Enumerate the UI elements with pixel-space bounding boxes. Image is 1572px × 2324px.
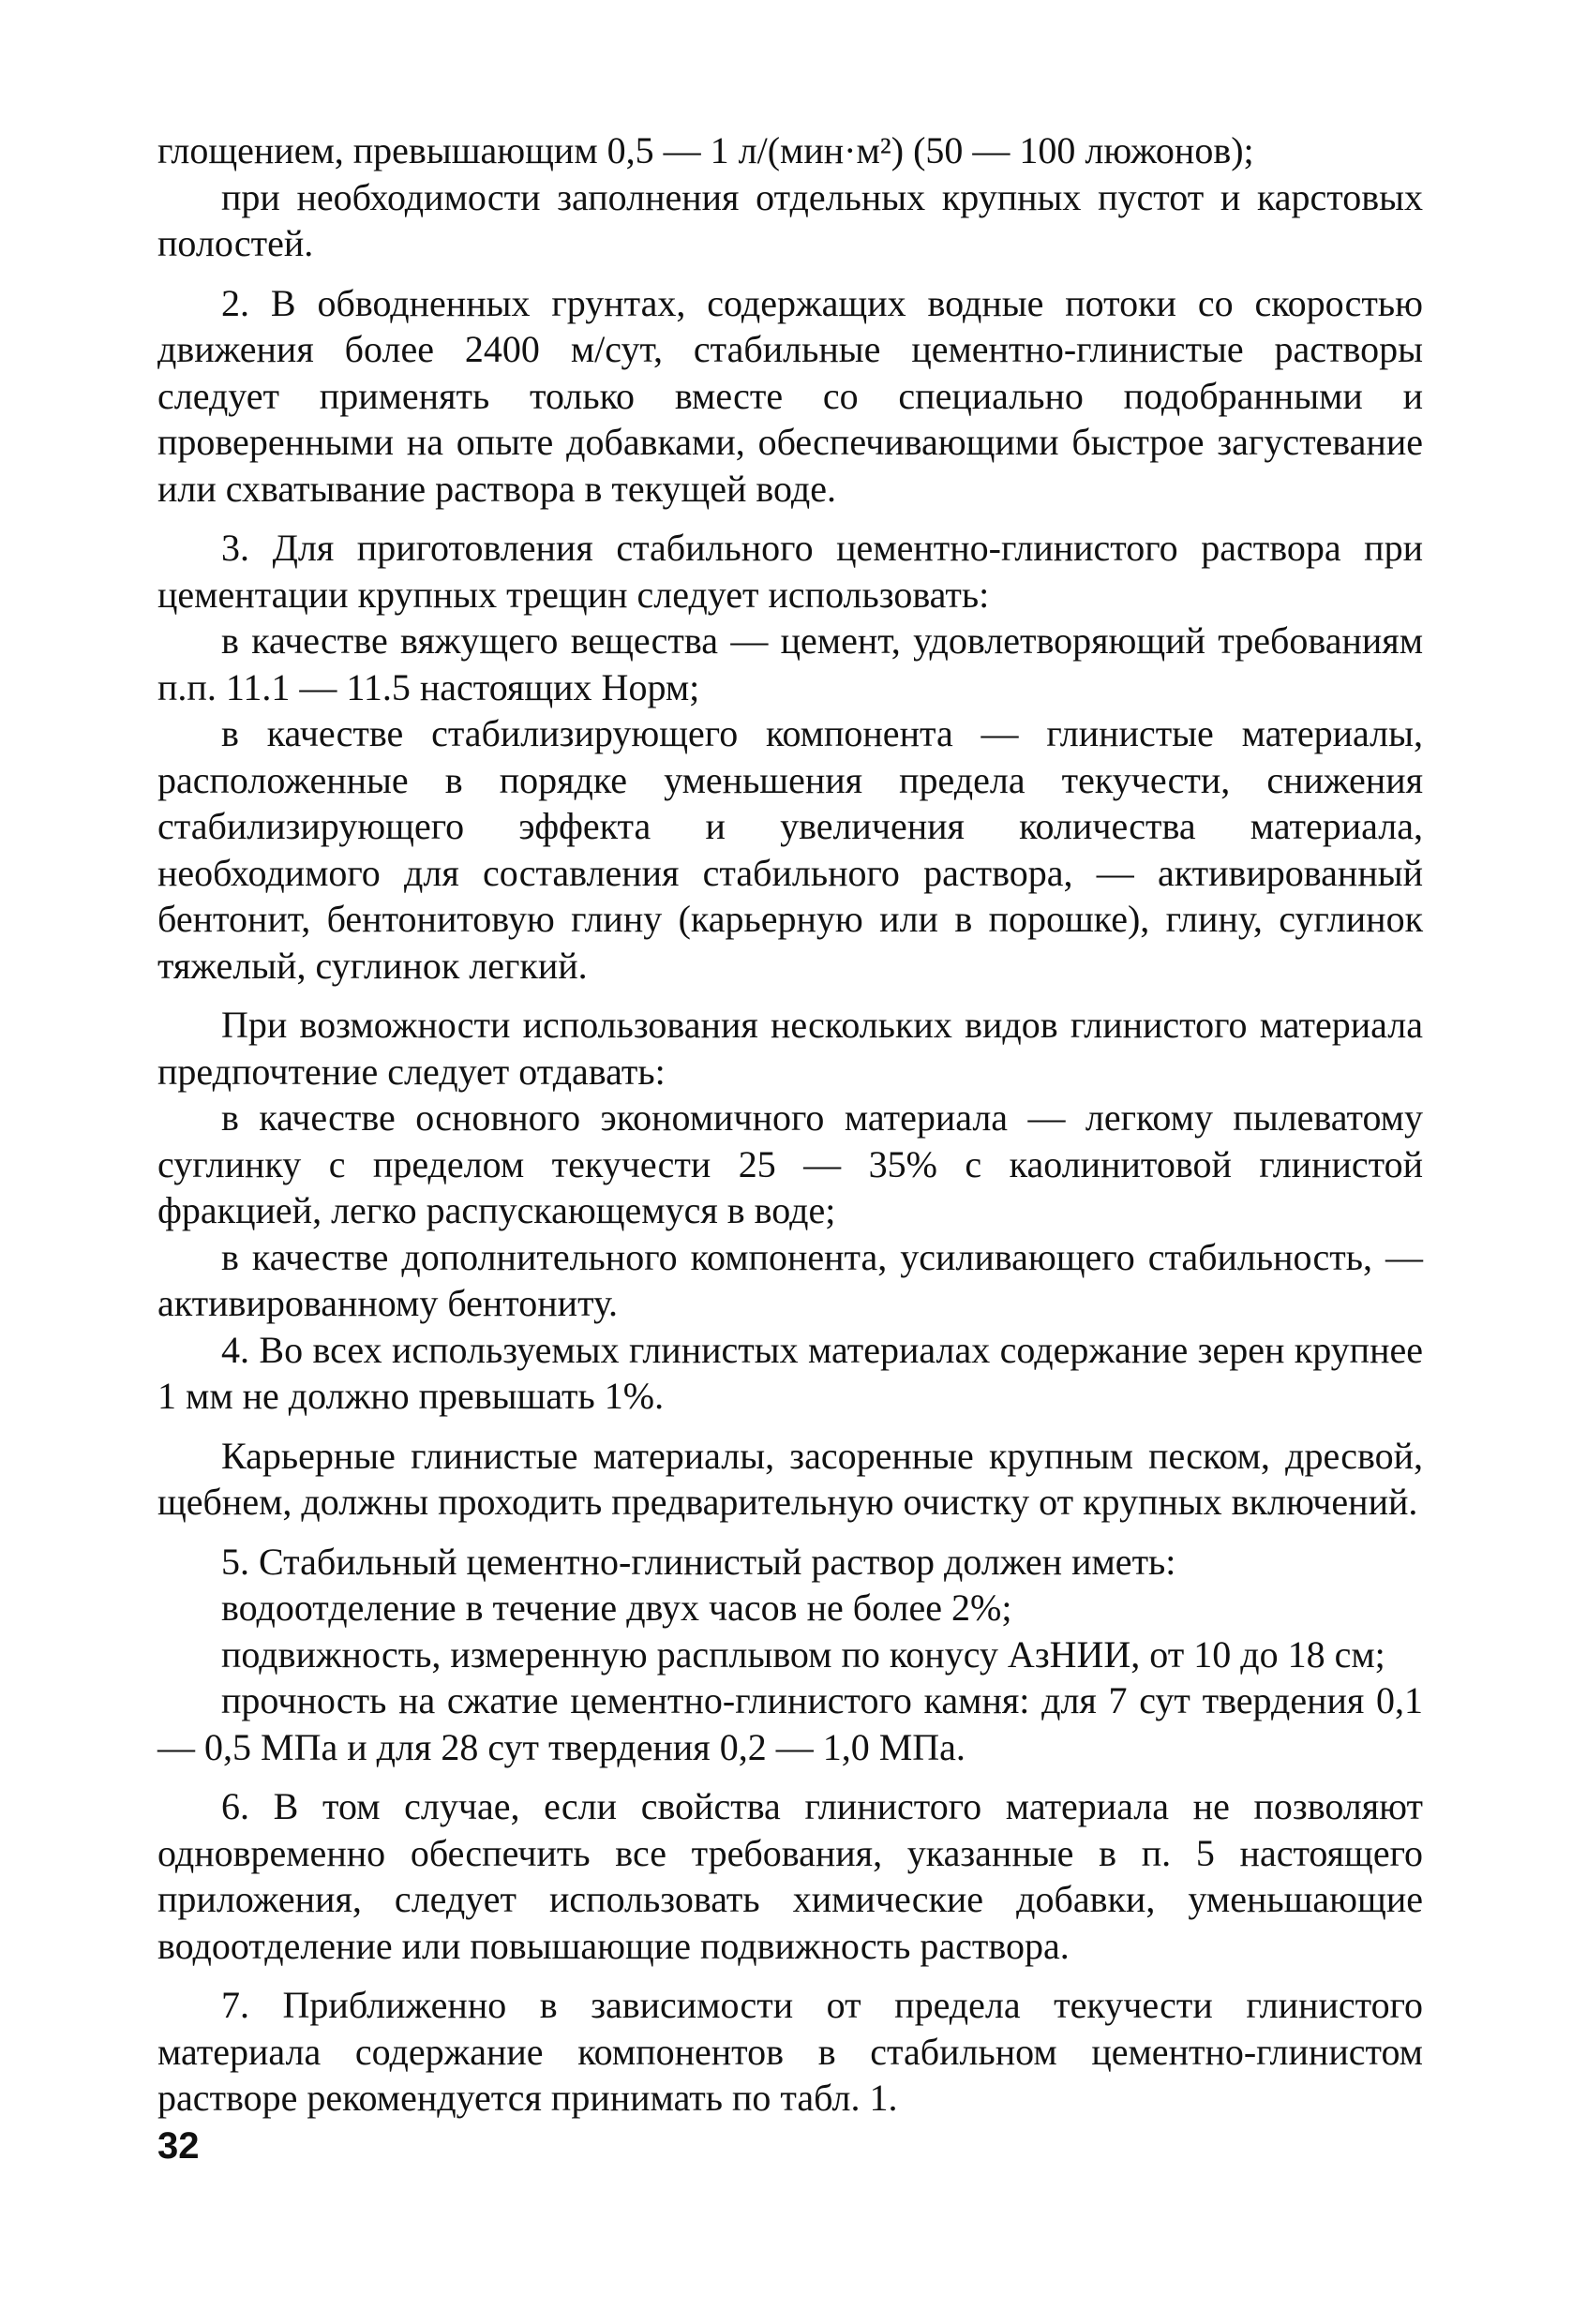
paragraph-9: в качестве дополнительного компонента, усиливающего стабильность, — активированному бентониту. [157,1235,1423,1324]
paragraph-5: в качестве вяжущего вещества — цемент, удовлетворяющий требованиям п.п. 11.1 — 11.5 настоящих Норм; [157,619,1423,708]
paragraph-6: в качестве стабилизирующего компонента — глинистые материалы, расположенные в порядке уменьшения предела текучести, снижения стабилизирующего эффекта и увеличения количества материала, необходимого для составления стабильного раствора, — активированный бентонит, бентонитовую глину (карьерную или в порошке), глину, суглинок тяжелый, суглинок легкий. [157,712,1423,987]
paragraph-3: 2. В обводненных грунтах, содержащих водные потоки со скоростью движения более 2400 м/сут, стабильные цементно-глинистые растворы следует применять только вместе со специально подобранными и проверенными на опыте добавками, обеспечивающими быстрое загустевание или схватывание раствора в текущей воде. [157,281,1423,510]
paragraph-14: подвижность, измеренную расплывом по конусу АзНИИ, от 10 до 18 см; [221,1632,1385,1676]
paragraph-13: водоотделение в течение двух часов не более 2%; [221,1587,1012,1629]
paragraph-17: 7. Приближенно в зависимости от предела текучести глинистого материала содержание компонентов в стабильном цементно-глинистом растворе рекомендуется принимать по табл. 1. [157,1984,1423,2119]
paragraph-1: глощением, превышающим 0,5 — 1 л/(мин·м²) (50 — 100 люжонов); [157,129,1254,171]
page-number: 32 [157,2125,200,2167]
paragraph-8: в качестве основного экономичного материала — легкому пылеватому суглинку с пределом текучести 25 — 35% с каолинитовой глинистой фракцией, легко распускающемуся в воде; [157,1096,1423,1231]
body-text [157,127,1423,2122]
paragraph-7: При возможности использования нескольких видов глинистого материала предпочтение следует отдавать: [157,1004,1423,1093]
paragraph-11: Карьерные глинистые материалы, засоренные крупным песком, дресвой, щебнем, должны проходить предварительную очистку от крупных включений. [157,1434,1423,1523]
paragraph-10: 4. Во всех используемых глинистых материалах содержание зерен крупнее 1 мм не должно превышать 1%. [157,1328,1423,1417]
paragraph-4: 3. Для приготовления стабильного цементно-глинистого раствора при цементации крупных трещин следует использовать: [157,527,1423,616]
paragraph-16: 6. В том случае, если свойства глинистого материала не позволяют одновременно обеспечить все требования, указанные в п. 5 настоящего приложения, следует использовать химические добавки, уменьшающие водоотделение или повышающие подвижность раствора. [157,1785,1423,1967]
paragraph-12: 5. Стабильный цементно-глинистый раствор должен иметь: [221,1540,1176,1583]
paragraph-15: прочность на сжатие цементно-глинистого камня: для 7 сут твердения 0,1 — 0,5 МПа и для 28 сут твердения 0,2 — 1,0 МПа. [157,1679,1423,1768]
paragraph-2: при необходимости заполнения отдельных крупных пустот и карстовых полостей. [157,175,1423,264]
